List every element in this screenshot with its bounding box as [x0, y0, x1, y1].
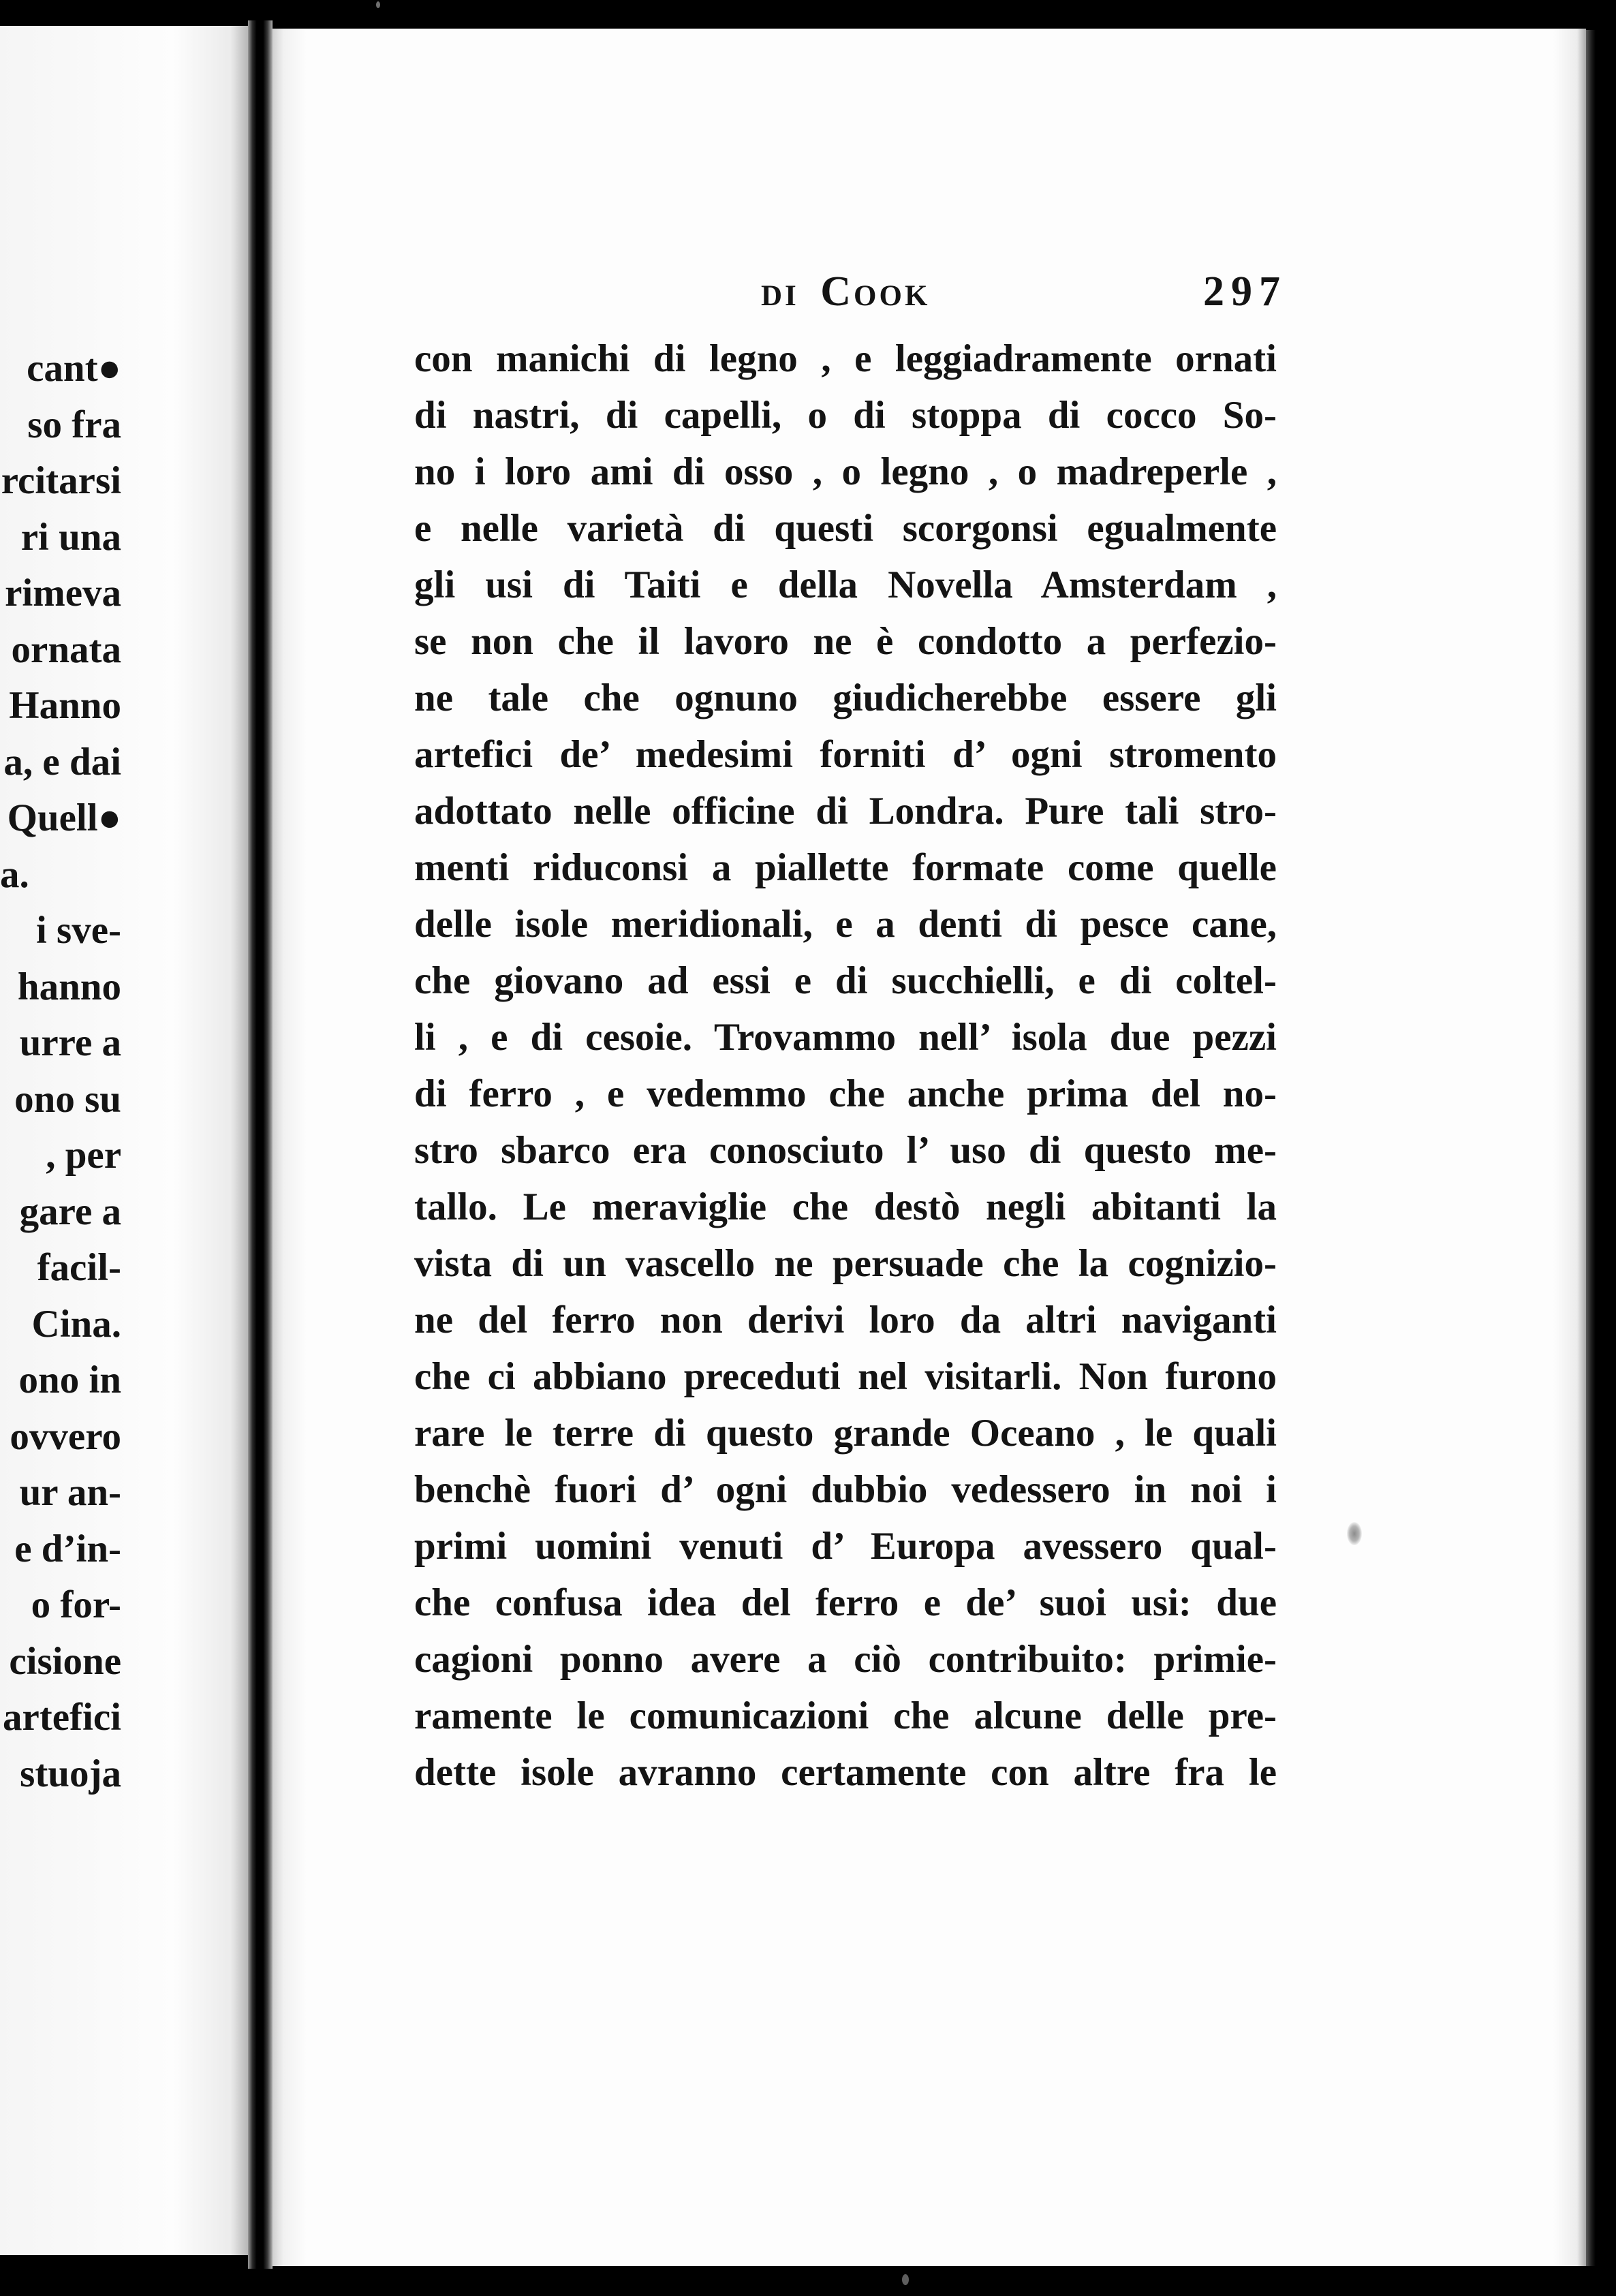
- left-page-line: artefici: [2, 1696, 121, 1739]
- body-text-line: rare le terre di questo grande Oceano , le quali: [414, 1412, 1277, 1455]
- page-header: [273, 268, 1586, 315]
- left-page-line: i sve-: [35, 909, 121, 952]
- left-page-line: urre a: [19, 1021, 121, 1064]
- left-page-line: ono su: [14, 1077, 121, 1121]
- left-page-line: ono in: [18, 1359, 121, 1401]
- ink-smudge: [1347, 1522, 1362, 1545]
- body-text-line: ramente le comunicazioni che alcune delle pre-: [414, 1694, 1277, 1737]
- body-text-line: li , e di cesoie. Trovammo nell’ isola due pezzi: [414, 1016, 1277, 1059]
- left-page-line: e d’in-: [14, 1527, 121, 1570]
- left-page-line: rcitarsi: [1, 459, 121, 502]
- body-text-line: vista di un vascello ne persuade che la cognizio-: [414, 1242, 1277, 1285]
- body-text-line: adottato nelle officine di Londra. Pure tali stro-: [414, 790, 1277, 833]
- body-text-line: delle isole meridionali, e a denti di pesce cane,: [414, 903, 1277, 946]
- body-text-line: menti riduconsi a piallette formate come quelle: [414, 846, 1277, 889]
- running-head: di Cook: [761, 268, 931, 315]
- binding-gutter: [248, 20, 273, 2269]
- scan-speck: [902, 2274, 909, 2285]
- left-page-line: facil-: [37, 1246, 121, 1289]
- left-page-line: ur an-: [19, 1471, 121, 1514]
- body-text-line: se non che il lavoro ne è condotto a perfezio-: [414, 620, 1277, 663]
- left-page-line: hanno: [17, 965, 121, 1008]
- left-page-line: Cina.: [31, 1302, 121, 1346]
- left-page-line: Hanno: [9, 684, 121, 727]
- body-text-line: stro sbarco era conosciuto l’ uso di questo me-: [414, 1129, 1277, 1172]
- left-page-line: , per: [46, 1134, 121, 1177]
- scan-speck: [376, 1, 380, 8]
- body-text-line: benchè fuori d’ ogni dubbio vedessero in noi i: [414, 1468, 1277, 1511]
- body-text-line: gli usi di Taiti e della Novella Amsterdam ,: [414, 563, 1277, 606]
- body-text-line: tallo. Le meraviglie che destò negli abitanti la: [414, 1185, 1277, 1228]
- left-page-line: ovvero: [10, 1414, 121, 1458]
- body-text-line: artefici de’ medesimi forniti d’ ogni stromento: [414, 733, 1277, 776]
- left-page-line: ri una: [20, 515, 121, 559]
- left-page: [0, 26, 248, 2255]
- body-text-line: e nelle varietà di questi scorgonsi egualmente: [414, 507, 1277, 550]
- left-page-text: [0, 341, 121, 1802]
- body-text-line: dette isole avranno certamente con altre fra le: [414, 1751, 1277, 1794]
- left-page-line: cant●: [27, 347, 121, 390]
- left-page-line: ornata: [11, 627, 121, 671]
- right-page: [273, 29, 1586, 2266]
- body-text-line: di nastri, di capelli, o di stoppa di cocco So-: [414, 394, 1277, 437]
- left-page-line: gare a: [19, 1190, 121, 1233]
- body-text: [414, 330, 1277, 1801]
- left-page-line: a.: [0, 852, 29, 896]
- left-page-line: a, e dai: [3, 740, 121, 784]
- body-text-line: ne del ferro non derivi loro da altri naviganti: [414, 1299, 1277, 1341]
- body-text-line: di ferro , e vedemmo che anche prima del no-: [414, 1072, 1277, 1115]
- body-text-line: no i loro ami di osso , o legno , o madreperle ,: [414, 450, 1277, 493]
- page-edge: [1586, 30, 1596, 2266]
- left-page-line: Quell●: [7, 796, 121, 839]
- body-text-line: ne tale che ognuno giudicherebbe essere gli: [414, 677, 1277, 719]
- body-text-line: primi uomini venuti d’ Europa avessero qual-: [414, 1525, 1277, 1568]
- left-page-line: rimeva: [5, 572, 121, 615]
- page-number: 297: [1203, 268, 1287, 315]
- left-page-line: o for-: [31, 1583, 121, 1626]
- body-text-line: con manichi di legno , e leggiadramente ornati: [414, 337, 1277, 380]
- left-page-line: cisione: [9, 1639, 121, 1683]
- body-text-line: che ci abbiano preceduti nel visitarli. Non furono: [414, 1355, 1277, 1398]
- body-text-line: cagioni ponno avere a ciò contribuito: primie-: [414, 1638, 1277, 1681]
- left-page-line: stuoja: [20, 1752, 121, 1795]
- left-page-line: so fra: [27, 403, 121, 446]
- body-text-line: che confusa idea del ferro e de’ suoi usi: due: [414, 1581, 1277, 1624]
- body-text-line: che giovano ad essi e di succhielli, e di coltel-: [414, 959, 1277, 1002]
